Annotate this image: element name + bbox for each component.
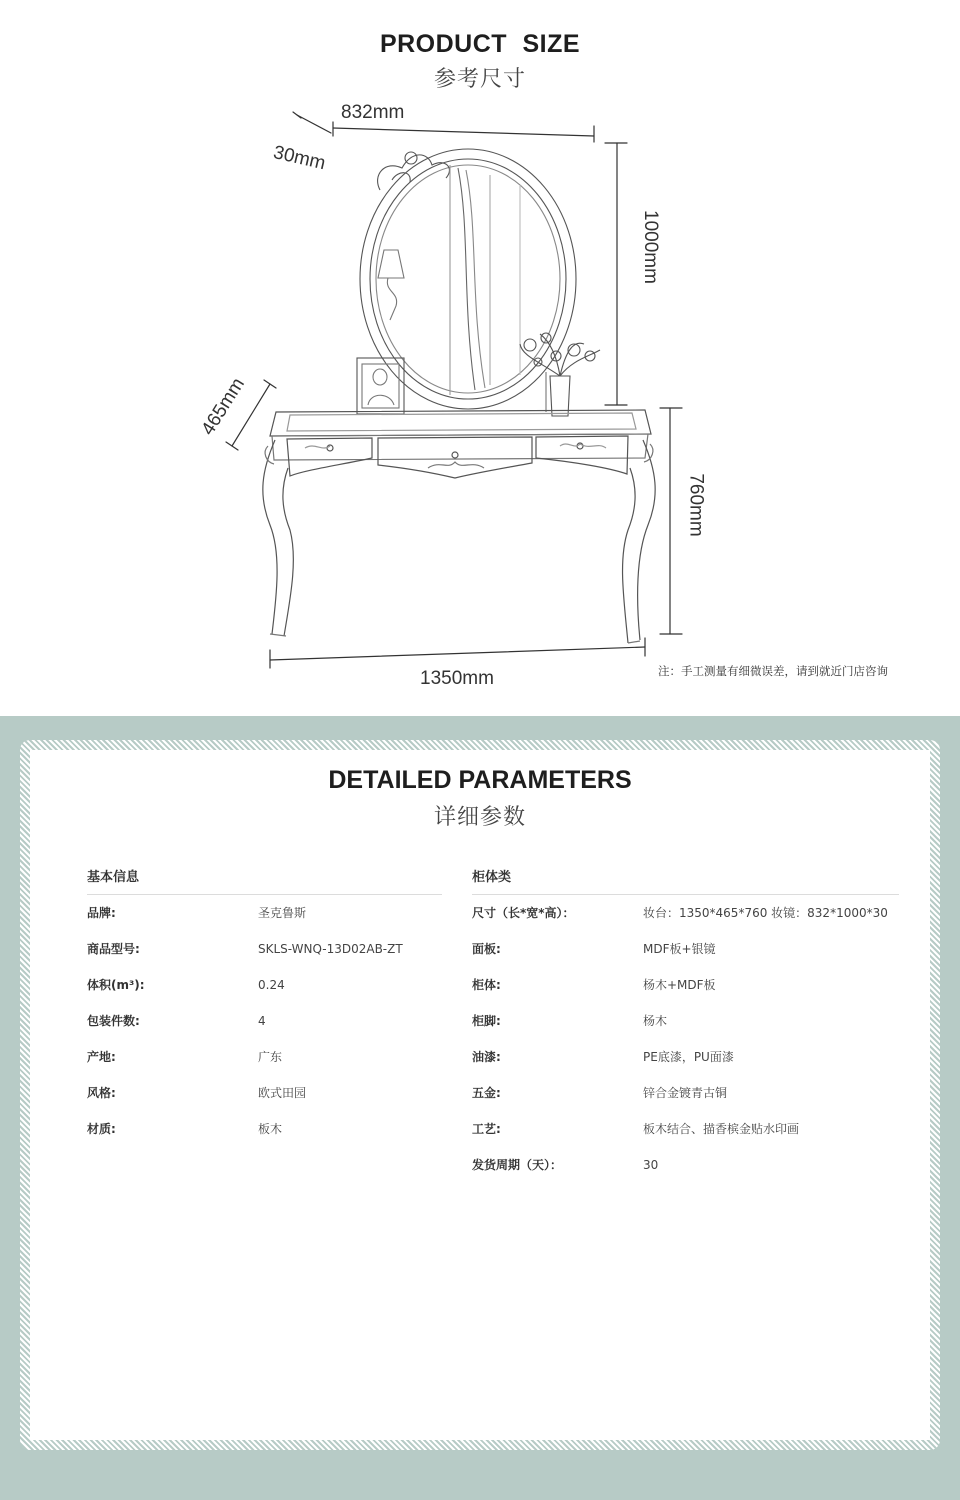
param-key: 柜体: (472, 978, 501, 992)
param-value: 圣克鲁斯 (258, 906, 307, 920)
param-row-brand (87, 901, 442, 937)
param-key: 柜脚: (472, 1014, 501, 1028)
param-key: 包装件数: (87, 1014, 140, 1028)
dressing-table-drawing (0, 0, 960, 715)
param-row-model (87, 937, 442, 973)
param-key: 油漆: (472, 1050, 501, 1064)
param-row-volume (87, 973, 442, 1009)
table-height-label: 760mm (685, 473, 707, 537)
param-value: 杨木+MDF板 (643, 978, 716, 992)
param-key: 材质: (87, 1122, 116, 1136)
mirror-thickness-dim-line (297, 115, 331, 133)
product-size-section (0, 0, 960, 715)
size-title-en: PRODUCT SIZE (379, 30, 581, 58)
param-value: 板木 (258, 1122, 283, 1136)
param-row-panel (472, 937, 899, 973)
cabinet-column (472, 868, 899, 1189)
param-key: 五金: (472, 1086, 501, 1100)
basic-info-column (87, 868, 442, 1153)
param-key: 面板: (472, 942, 501, 956)
param-value: 板木结合、描香槟金贴水印画 (643, 1122, 800, 1136)
param-row-packages (87, 1009, 442, 1045)
param-row-body (472, 973, 899, 1009)
table-depth-label: 465mm (197, 374, 249, 440)
param-key: 尺寸（长*宽*高）： (472, 906, 575, 920)
param-value: 杨木 (643, 1014, 668, 1028)
size-title-cn: 参考尺寸 (433, 67, 526, 92)
param-row-hardware (472, 1081, 899, 1117)
param-row-feet (472, 1009, 899, 1045)
param-value: 30 (643, 1158, 659, 1172)
detailed-parameters-section (0, 716, 960, 1500)
cabinet-header: 柜体类 (472, 868, 899, 895)
mirror-width-label: 832mm (341, 102, 405, 123)
param-row-paint (472, 1045, 899, 1081)
param-key: 体积(m³): (87, 978, 145, 992)
params-title-en: DETAILED PARAMETERS (328, 766, 632, 794)
table-width-label: 1350mm (420, 668, 494, 689)
param-key: 商品型号: (87, 942, 140, 956)
param-value: 广东 (258, 1050, 283, 1064)
parameters-frame (20, 740, 940, 1450)
param-key: 产地: (87, 1050, 116, 1064)
param-row-dimensions (472, 901, 899, 937)
param-key: 发货周期（天）： (472, 1158, 563, 1172)
oval-mirror (360, 149, 576, 412)
param-key: 品牌: (87, 906, 116, 920)
table-width-dim-line (270, 647, 645, 660)
param-value: 0.24 (258, 978, 285, 992)
param-value: 欧式田园 (258, 1086, 307, 1100)
param-row-lead-time (472, 1153, 899, 1189)
parameters-panel (30, 750, 930, 1440)
flower-vase (520, 333, 600, 416)
param-value: 锌合金镀青古铜 (643, 1086, 728, 1100)
param-row-craft (472, 1117, 899, 1153)
mirror-thickness-label: 30mm (271, 142, 328, 175)
mirror-height-label: 1000mm (639, 210, 661, 284)
param-value: PE底漆，PU面漆 (643, 1050, 734, 1064)
photo-frame (357, 358, 404, 414)
basic-info-header: 基本信息 (87, 868, 442, 895)
param-value: SKLS-WNQ-13D02AB-ZT (258, 942, 403, 956)
param-value: 4 (258, 1014, 266, 1028)
param-key: 工艺: (472, 1122, 501, 1136)
param-row-origin (87, 1045, 442, 1081)
measurement-note: 注：手工测量有细微误差，请到就近门店咨询 (658, 664, 888, 678)
mirror-width-dim-line (333, 128, 594, 136)
params-title-cn: 详细参数 (433, 805, 526, 830)
param-value: 妆台：1350*465*760 妆镜：832*1000*30 (643, 906, 888, 920)
param-row-material (87, 1117, 442, 1153)
dressing-table (263, 410, 655, 643)
param-value: MDF板+银镜 (643, 942, 716, 956)
param-row-style (87, 1081, 442, 1117)
param-key: 风格: (87, 1086, 116, 1100)
